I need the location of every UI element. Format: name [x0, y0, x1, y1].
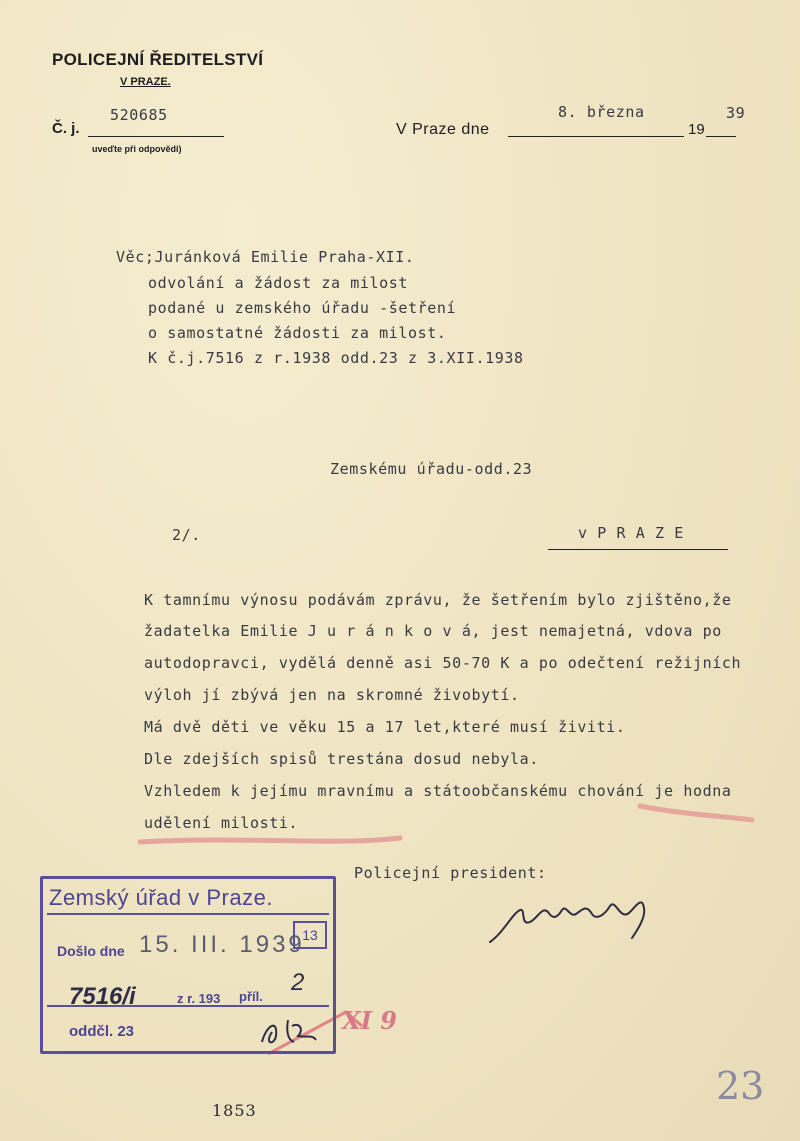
- stamp-dept-label: oddčl. 23: [69, 1023, 135, 1040]
- subject-line-1: Věc;Juránková Emilie Praha-XII.: [116, 248, 415, 266]
- stamp-ref-hand: 7516/i: [69, 983, 136, 1010]
- body-line-2: žadatelka Emilie J u r á n k o v á, jest nemajetná, vdova po: [144, 622, 722, 640]
- body-line-4: výloh jí zbývá jen na skromné živobytí.: [144, 686, 520, 704]
- body-line-8: udělení milosti.: [144, 814, 299, 832]
- addressee-name: Zemskému úřadu-odd.23: [330, 460, 533, 478]
- year-prefix: 19: [688, 121, 705, 138]
- margin-mark: XI 9: [342, 1006, 397, 1035]
- page-number: 23: [716, 1064, 765, 1108]
- year-suffix: 39: [726, 104, 746, 122]
- body-line-1: K tamnímu výnosu podávám zprávu, že šetřením bylo zjištěno,že: [144, 591, 732, 609]
- year-underline: [706, 136, 736, 137]
- stamp-year-label: z r. 193: [177, 991, 221, 1006]
- ref-label: Č. j.: [52, 120, 80, 137]
- stamp-attachments-count: 2: [291, 969, 305, 996]
- date-text: 8. března: [558, 103, 645, 121]
- body-line-6: Dle zdejších spisů trestána dosud nebyla.: [144, 750, 539, 768]
- body-line-7: Vzhledem k jejímu mravnímu a státoobčanskému chování je hodna: [144, 782, 732, 800]
- place-underline: [548, 549, 728, 550]
- ref-number: 520685: [110, 106, 168, 124]
- institution-city: V PRAZE.: [120, 76, 171, 88]
- date-underline: [508, 136, 684, 137]
- ref-underline: [88, 136, 224, 137]
- stamp-number-box: 13: [293, 921, 327, 949]
- subject-line-3: podané u zemského úřadu -šetření: [148, 299, 457, 317]
- ref-note: uveďte při odpovědi): [92, 144, 182, 154]
- archive-number: 1853: [212, 1101, 257, 1120]
- place-date-label: V Praze dne: [396, 121, 490, 138]
- signature-title: Policejní president:: [354, 864, 547, 882]
- institution-name: POLICEJNÍ ŘEDITELSTVÍ: [52, 50, 264, 69]
- subject-line-4: o samostatné žádosti za milost.: [148, 324, 447, 342]
- stamp-received-date: 15. III. 1939: [139, 931, 305, 958]
- body-line-3: autodopravci, vydělá denně asi 50-70 K a po odečtení režijních: [144, 654, 742, 672]
- signature-scrawl: [486, 892, 656, 952]
- stamp-attachments-label: příl.: [239, 989, 263, 1004]
- body-line-5: Má dvě děti ve věku 15 a 17 let,které musí živiti.: [144, 718, 626, 736]
- subject-line-2: odvolání a žádost za milost: [148, 274, 409, 292]
- subject-line-5: K č.j.7516 z r.1938 odd.23 z 3.XII.1938: [148, 349, 524, 367]
- addressee-place: v P R A Z E: [578, 524, 684, 542]
- stamp-divider: [47, 913, 329, 915]
- stamp-authority: Zemský úřad v Praze.: [49, 885, 273, 910]
- stamp-received-label: Došlo dne: [57, 943, 125, 959]
- stamp-initials-scrawl: [254, 1006, 324, 1052]
- addressee-number: 2/.: [172, 526, 201, 544]
